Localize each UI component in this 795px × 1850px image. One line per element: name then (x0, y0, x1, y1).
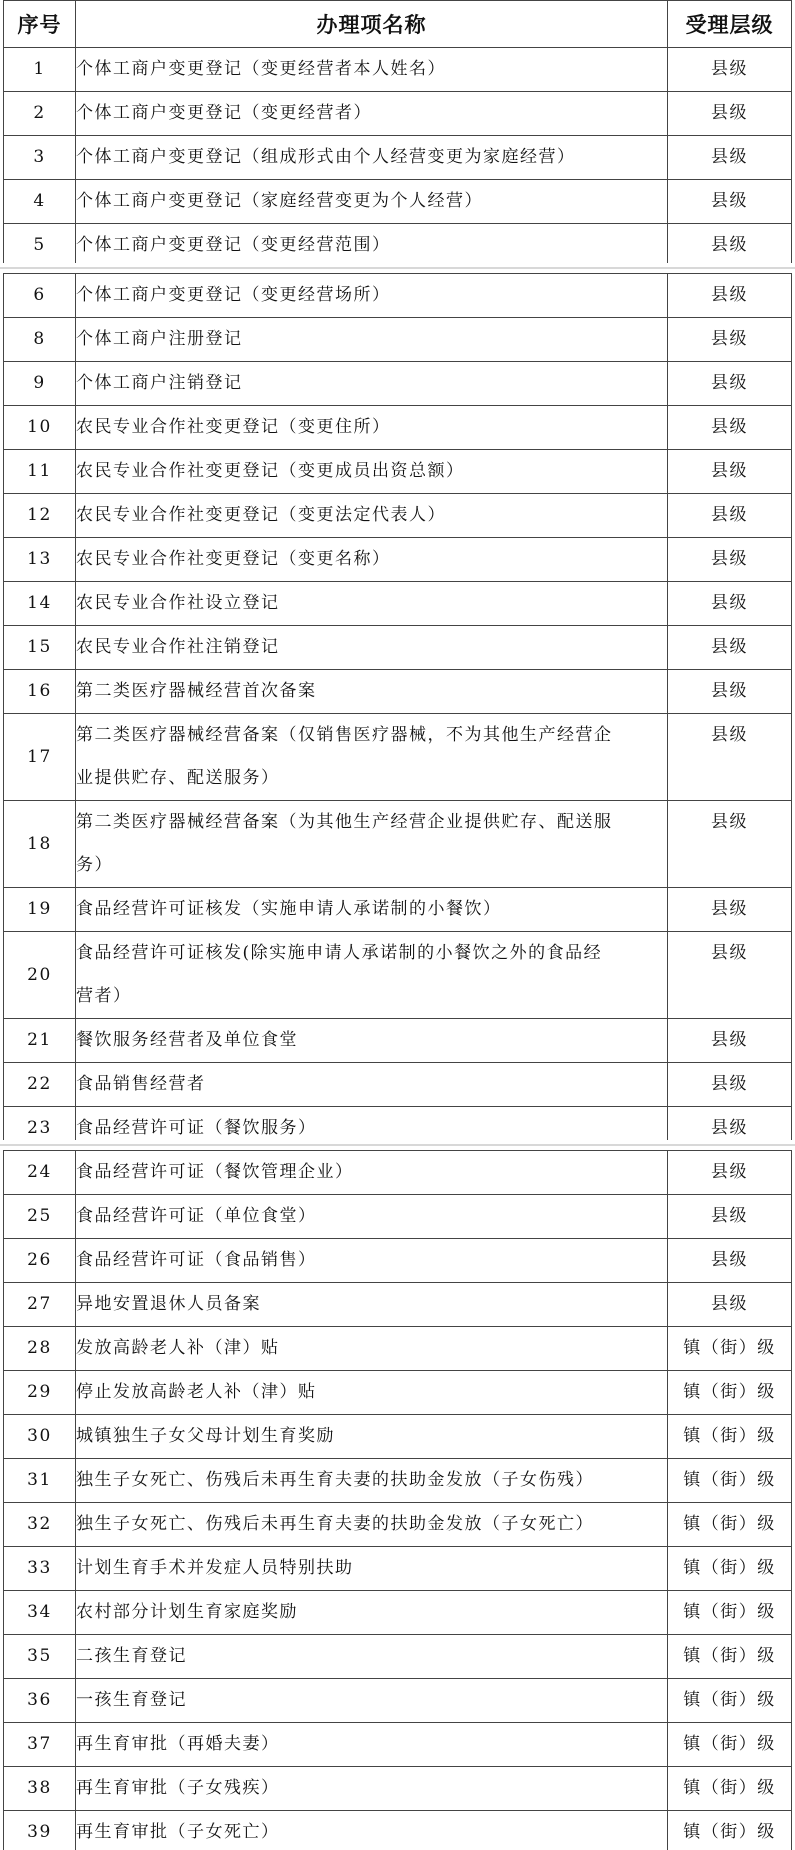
row-seq: 23 (4, 1107, 76, 1151)
table-row (4, 1195, 792, 1239)
row-level: 镇（街）级 (668, 1503, 792, 1547)
row-seq: 19 (4, 888, 76, 932)
row-name: 个体工商户变更登记（组成形式由个人经营变更为家庭经营） (76, 136, 668, 180)
row-name: 再生育审批（再婚夫妻） (76, 1723, 668, 1767)
row-level: 县级 (668, 92, 792, 136)
row-level: 县级 (668, 362, 792, 406)
row-name: 个体工商户变更登记（家庭经营变更为个人经营） (76, 180, 668, 224)
row-level: 县级 (668, 1019, 792, 1063)
row-name-line-1: 食品经营许可证核发(除实施申请人承诺制的小餐饮之外的食品经 (76, 943, 603, 963)
row-seq: 11 (4, 450, 76, 494)
row-level: 县级 (668, 450, 792, 494)
row-level: 县级 (668, 494, 792, 538)
row-level: 镇（街）级 (668, 1767, 792, 1811)
service-table-part-3 (3, 1150, 792, 1850)
table-row (4, 274, 792, 318)
row-level: 县级 (668, 1107, 792, 1151)
row-seq: 17 (4, 714, 76, 801)
row-name-line-2: 营者） (76, 986, 132, 1006)
row-name: 农民专业合作社变更登记（变更住所） (76, 406, 668, 450)
row-level: 县级 (668, 538, 792, 582)
row-level: 县级 (668, 318, 792, 362)
header-seq: 序号 (4, 1, 76, 48)
row-level: 县级 (668, 1151, 792, 1195)
row-name: 个体工商户变更登记（变更经营范围） (76, 224, 668, 268)
table-row (4, 626, 792, 670)
row-name: 餐饮服务经营者及单位食堂 (76, 1019, 668, 1063)
row-name: 计划生育手术并发症人员特别扶助 (76, 1547, 668, 1591)
table-row (4, 1239, 792, 1283)
table-row (4, 538, 792, 582)
row-name: 个体工商户注销登记 (76, 362, 668, 406)
row-name-line-1: 第二类医疗器械经营备案（为其他生产经营企业提供贮存、配送服 (76, 812, 613, 832)
page-break (0, 263, 795, 273)
row-level: 县级 (668, 1195, 792, 1239)
table-row (4, 1679, 792, 1723)
row-name-line-2: 业提供贮存、配送服务） (76, 768, 280, 788)
row-seq: 39 (4, 1811, 76, 1850)
table-row (4, 1811, 792, 1850)
row-level: 县级 (668, 1283, 792, 1327)
row-name: 食品销售经营者 (76, 1063, 668, 1107)
page-break (0, 1140, 795, 1150)
row-level: 镇（街）级 (668, 1811, 792, 1850)
row-level: 县级 (668, 48, 792, 92)
row-level: 县级 (668, 714, 792, 801)
row-seq: 8 (4, 318, 76, 362)
row-seq: 24 (4, 1151, 76, 1195)
table-row (4, 92, 792, 136)
row-seq: 29 (4, 1371, 76, 1415)
table-row (4, 1327, 792, 1371)
row-level: 镇（街）级 (668, 1459, 792, 1503)
row-seq: 37 (4, 1723, 76, 1767)
row-seq: 10 (4, 406, 76, 450)
row-name (76, 714, 668, 801)
row-seq: 28 (4, 1327, 76, 1371)
table-row (4, 1547, 792, 1591)
row-name: 个体工商户变更登记（变更经营者） (76, 92, 668, 136)
row-seq: 26 (4, 1239, 76, 1283)
row-seq: 14 (4, 582, 76, 626)
row-name: 食品经营许可证（餐饮服务） (76, 1107, 668, 1151)
row-name: 食品经营许可证（餐饮管理企业） (76, 1151, 668, 1195)
header-level: 受理层级 (668, 1, 792, 48)
row-name: 农民专业合作社设立登记 (76, 582, 668, 626)
row-name: 个体工商户变更登记（变更经营场所） (76, 274, 668, 318)
row-level: 县级 (668, 274, 792, 318)
row-level: 镇（街）级 (668, 1371, 792, 1415)
row-name (76, 801, 668, 888)
table-row (4, 224, 792, 268)
row-seq: 12 (4, 494, 76, 538)
row-name-line-2: 务） (76, 855, 113, 875)
table-row (4, 406, 792, 450)
row-name: 食品经营许可证核发（实施申请人承诺制的小餐饮） (76, 888, 668, 932)
table-row (4, 180, 792, 224)
row-seq: 20 (4, 932, 76, 1019)
table-row (4, 1635, 792, 1679)
row-level: 镇（街）级 (668, 1415, 792, 1459)
row-seq: 34 (4, 1591, 76, 1635)
service-table-part-2 (3, 273, 792, 1151)
row-name: 独生子女死亡、伤残后未再生育夫妻的扶助金发放（子女死亡） (76, 1503, 668, 1547)
table-row (4, 670, 792, 714)
row-level: 县级 (668, 801, 792, 888)
row-name: 食品经营许可证（单位食堂） (76, 1195, 668, 1239)
row-name: 个体工商户注册登记 (76, 318, 668, 362)
table-row (4, 888, 792, 932)
table-row (4, 1767, 792, 1811)
row-level: 县级 (668, 136, 792, 180)
table-row (4, 932, 792, 1019)
row-name: 异地安置退休人员备案 (76, 1283, 668, 1327)
table-row (4, 1063, 792, 1107)
row-level: 县级 (668, 670, 792, 714)
row-seq: 5 (4, 224, 76, 268)
row-name: 农村部分计划生育家庭奖励 (76, 1591, 668, 1635)
row-name: 第二类医疗器械经营首次备案 (76, 670, 668, 714)
row-seq: 18 (4, 801, 76, 888)
table-row (4, 1019, 792, 1063)
table-row (4, 714, 792, 801)
row-level: 镇（街）级 (668, 1327, 792, 1371)
row-name: 农民专业合作社变更登记（变更名称） (76, 538, 668, 582)
row-level: 县级 (668, 888, 792, 932)
row-name: 停止发放高龄老人补（津）贴 (76, 1371, 668, 1415)
table-row (4, 48, 792, 92)
table-row (4, 1459, 792, 1503)
row-name: 食品经营许可证（食品销售） (76, 1239, 668, 1283)
row-seq: 21 (4, 1019, 76, 1063)
table-row (4, 1151, 792, 1195)
row-seq: 15 (4, 626, 76, 670)
service-table-part-1 (3, 0, 792, 268)
row-seq: 9 (4, 362, 76, 406)
row-seq: 32 (4, 1503, 76, 1547)
row-name: 独生子女死亡、伤残后未再生育夫妻的扶助金发放（子女伤残） (76, 1459, 668, 1503)
row-level: 县级 (668, 626, 792, 670)
row-level: 县级 (668, 1063, 792, 1107)
row-name: 再生育审批（子女死亡） (76, 1811, 668, 1850)
row-level: 县级 (668, 406, 792, 450)
row-name: 再生育审批（子女残疾） (76, 1767, 668, 1811)
table-row (4, 362, 792, 406)
row-level: 镇（街）级 (668, 1679, 792, 1723)
row-level: 镇（街）级 (668, 1723, 792, 1767)
row-seq: 27 (4, 1283, 76, 1327)
row-seq: 6 (4, 274, 76, 318)
row-seq: 4 (4, 180, 76, 224)
table-row (4, 450, 792, 494)
row-name: 发放高龄老人补（津）贴 (76, 1327, 668, 1371)
table-row (4, 1503, 792, 1547)
row-seq: 38 (4, 1767, 76, 1811)
row-name: 农民专业合作社变更登记（变更成员出资总额） (76, 450, 668, 494)
row-level: 县级 (668, 582, 792, 626)
row-name: 城镇独生子女父母计划生育奖励 (76, 1415, 668, 1459)
table-row (4, 582, 792, 626)
row-level: 镇（街）级 (668, 1591, 792, 1635)
row-seq: 30 (4, 1415, 76, 1459)
table-header-row (4, 1, 792, 48)
row-name: 个体工商户变更登记（变更经营者本人姓名） (76, 48, 668, 92)
table-row (4, 1283, 792, 1327)
row-name-line-1: 第二类医疗器械经营备案（仅销售医疗器械，不为其他生产经营企 (76, 725, 613, 745)
row-level: 县级 (668, 1239, 792, 1283)
row-seq: 3 (4, 136, 76, 180)
row-level: 县级 (668, 224, 792, 268)
row-seq: 36 (4, 1679, 76, 1723)
row-seq: 1 (4, 48, 76, 92)
table-row (4, 1723, 792, 1767)
table-row (4, 1415, 792, 1459)
row-seq: 35 (4, 1635, 76, 1679)
row-seq: 25 (4, 1195, 76, 1239)
row-seq: 16 (4, 670, 76, 714)
row-name: 二孩生育登记 (76, 1635, 668, 1679)
row-seq: 31 (4, 1459, 76, 1503)
row-seq: 33 (4, 1547, 76, 1591)
table-row (4, 1371, 792, 1415)
row-seq: 2 (4, 92, 76, 136)
row-level: 镇（街）级 (668, 1635, 792, 1679)
table-row (4, 318, 792, 362)
table-row (4, 136, 792, 180)
table-row (4, 801, 792, 888)
row-level: 县级 (668, 932, 792, 1019)
row-level: 镇（街）级 (668, 1547, 792, 1591)
header-name: 办理项名称 (76, 1, 668, 48)
row-level: 县级 (668, 180, 792, 224)
table-row (4, 494, 792, 538)
row-seq: 13 (4, 538, 76, 582)
row-name: 农民专业合作社注销登记 (76, 626, 668, 670)
row-name (76, 932, 668, 1019)
row-name: 农民专业合作社变更登记（变更法定代表人） (76, 494, 668, 538)
row-seq: 22 (4, 1063, 76, 1107)
table-row (4, 1591, 792, 1635)
row-name: 一孩生育登记 (76, 1679, 668, 1723)
